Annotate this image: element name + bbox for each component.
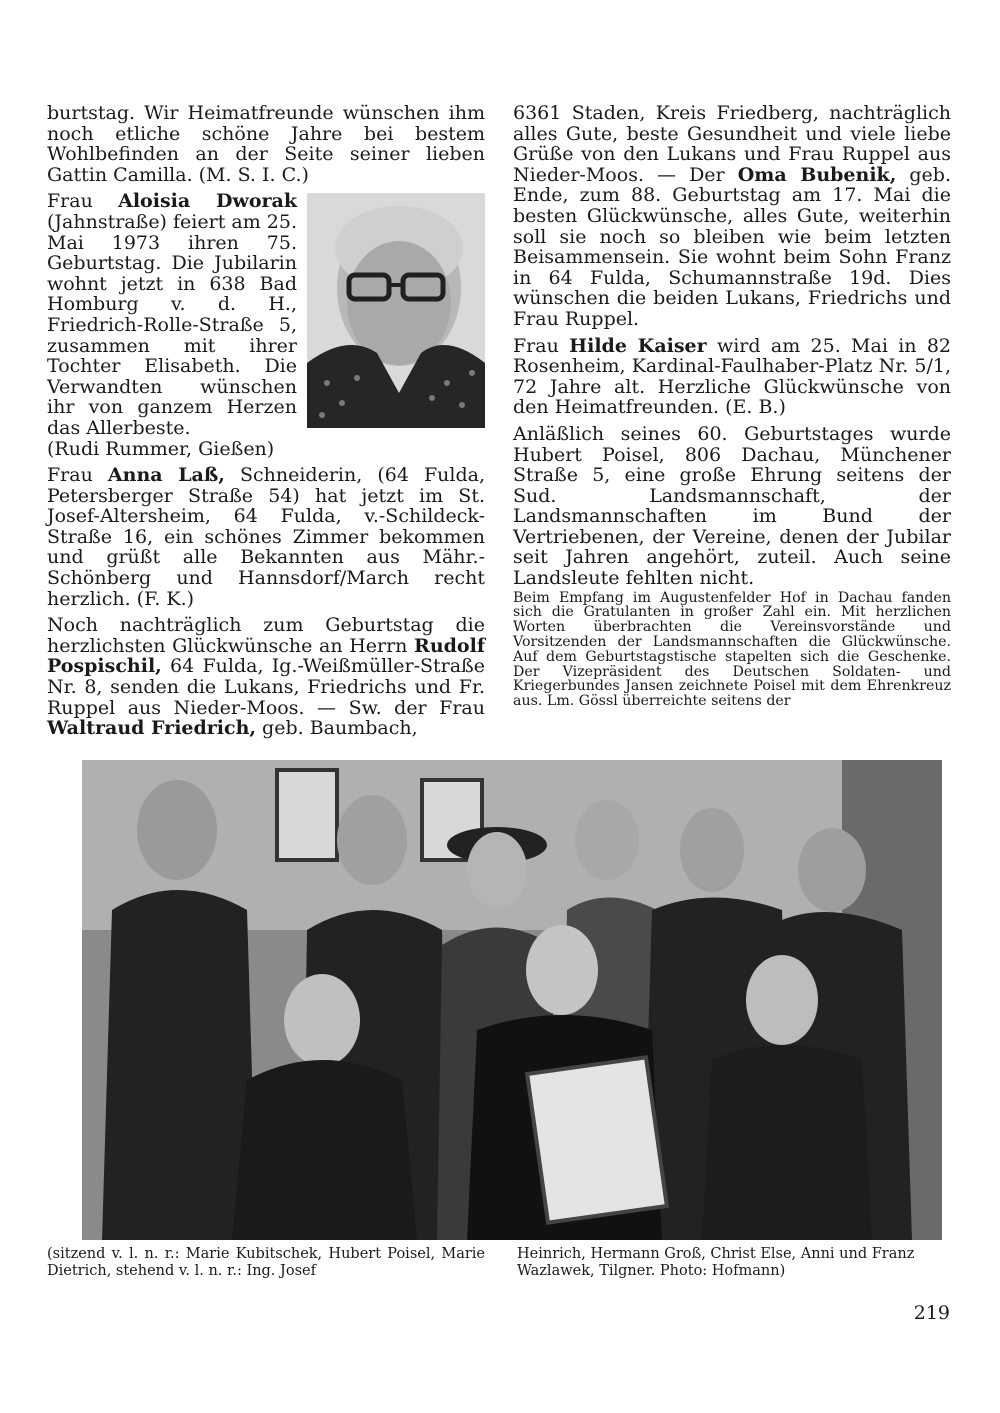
photo-caption-right: Heinrich, Hermann Groß, Christ Else, Anni und Franz Wazlawek, Tilgner. Photo: Hofmann) bbox=[517, 1246, 915, 1279]
paragraph-intro: burtstag. Wir Heimatfreunde wünschen ihm noch etliche schöne Jahre bei bestem Wohlbefinden an der Seite seiner lieben Gattin Camilla. (M. S. I. C.) bbox=[47, 102, 485, 186]
text: Frau bbox=[47, 190, 119, 213]
right-column bbox=[513, 103, 951, 715]
text: (Jahnstraße) feiert am 25. Mai 1973 ihren 75. Geburtstag. Die Jubilarin wohnt jetzt in 638 Bad Homburg v. d. H., Friedrich-Rolle-Straße 5, zusammen mit ihrer Tochter Elisabeth. Die Verwandten wünschen ihr von ganzem Herzen das Allerbeste. bbox=[47, 210, 297, 439]
portrait-photo bbox=[307, 193, 485, 428]
name-friedrich: Waltraud Friedrich, bbox=[47, 717, 257, 740]
text: Frau bbox=[513, 334, 570, 357]
paragraph-poisel: Anläßlich seines 60. Geburtstages wurde Hubert Poisel, 806 Dachau, Münchener Straße 5, eine große Ehrung seitens der Sud. Landsmannschaft, der Landsmannschaften im Bund der Vertriebenen, der Vereine, denen der Jubilar seit Jahren angehört, zuteil. Auch seine Landsleute fehlten nicht. bbox=[513, 422, 951, 590]
text: 6361 Staden, Kreis Friedberg, nachträglich alles Gute, beste Gesundheit und viele liebe Grüße von den Lukans und Frau Ruppel aus Nieder-Moos. — Der bbox=[513, 102, 951, 186]
text: geb. Ende, zum 88. Geburtstag am 17. Mai die besten Glückwünsche, alles Gute, weiterhin soll sie noch so bleiben wie beim letzten Beisammensein. Sie wohnt beim Sohn Franz in 64 Fulda, Schumannstraße 19d. Dies wünschen die beiden Lukans, Friedrichs und Frau Ruppel. bbox=[513, 163, 952, 330]
name-lass: Anna Laß, bbox=[107, 464, 225, 487]
paragraph-lass bbox=[47, 465, 485, 609]
text: Schneiderin, (64 Fulda, Petersberger Straße 54) hat jetzt im St. Josef-Altersheim, 64 Fulda, v.-Schildeck-Straße 16, ein schönes Zimmer bekommen und grüßt alle Bekannten aus Mähr.-Schönberg und Hannsdorf/March recht herzlich. (F. K.) bbox=[47, 464, 485, 610]
paragraph-bubenik bbox=[513, 103, 951, 330]
name-dworak: Aloisia Dworak bbox=[118, 190, 297, 213]
name-kaiser: Hilde Kaiser bbox=[569, 334, 707, 357]
name-pospischil: Rudolf Pospischil, bbox=[47, 634, 485, 678]
group-photo bbox=[82, 760, 942, 1240]
paragraph-reception: Beim Empfang im Augustenfelder Hof in Dachau fanden sich die Gratulanten in großer Zahl ein. Mit herzlichen Worten überbrachten die Vereinsvorstände und Vorsitzenden der Landsmannschaften die Glückwünsche. Auf dem Geburtstagstische stapelten sich die Geschenke. Der Vizepräsident des Deutschen Soldaten- und Kriegerbundes Jansen zeichnete Poisel mit dem Ehrenkreuz aus. Lm. Gössl überreichte seitens der bbox=[513, 589, 951, 710]
text: geb. Baumbach, bbox=[256, 717, 418, 740]
text: wird am 25. Mai in 82 Rosenheim, Kardinal-Faulhaber-Platz Nr. 5/1, 72 Jahre alt. Herzliche Glückwünsche von den Heimatfreunden. (E. B.) bbox=[513, 334, 952, 419]
text: Frau bbox=[47, 464, 108, 487]
photo-caption-left: (sitzend v. l. n. r.: Marie Kubitschek, Hubert Poisel, Marie Dietrich, stehend v. l. n. r.: Ing. Josef bbox=[47, 1246, 485, 1279]
page-number: 219 bbox=[913, 1302, 950, 1324]
text: Noch nachträglich zum Geburtstag die herzlichsten Glückwünsche an Herrn bbox=[47, 614, 485, 657]
paragraph-kaiser bbox=[513, 336, 951, 418]
paragraph-pospischil bbox=[47, 615, 485, 739]
text: 64 Fulda, Ig.-Weißmüller-Straße Nr. 8, senden die Lukans, Friedrichs und Fr. Ruppel aus Nieder-Moos. — Sw. der Frau bbox=[47, 655, 485, 719]
left-column bbox=[47, 103, 485, 745]
name-bubenik: Oma Bubenik, bbox=[737, 163, 897, 186]
signature: (Rudi Rummer, Gießen) bbox=[47, 437, 275, 460]
